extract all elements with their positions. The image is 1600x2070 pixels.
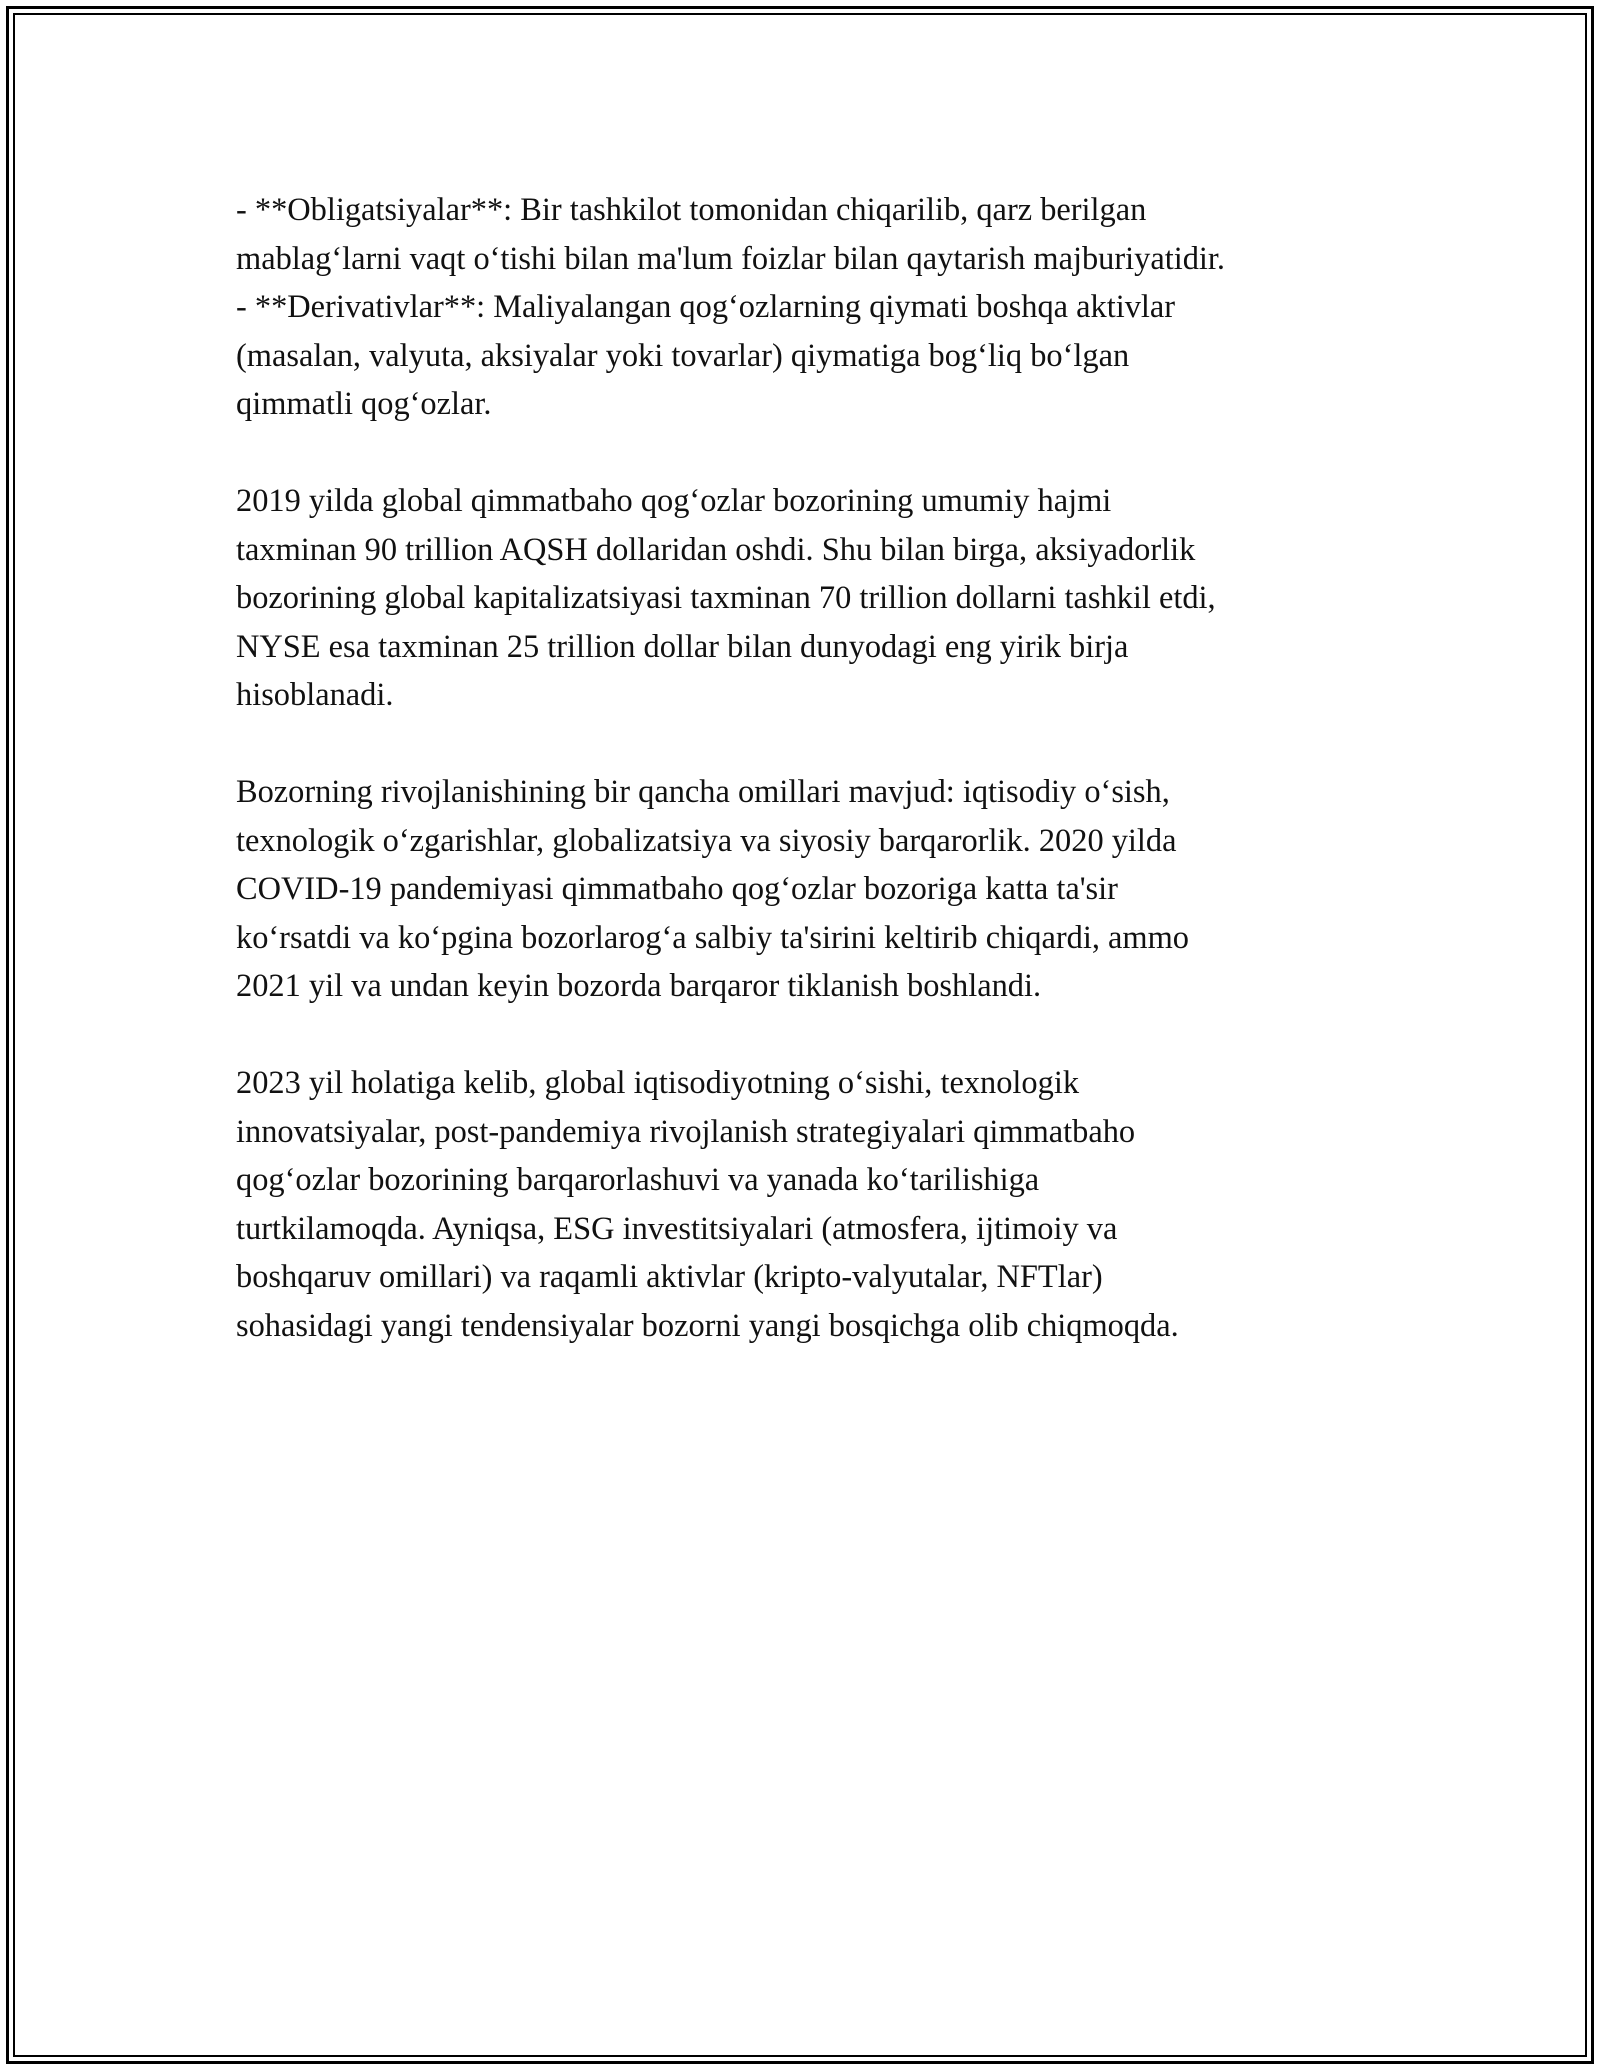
paragraph-outlook-2023 bbox=[236, 1059, 1376, 1350]
text-line: - **Obligatsiyalar**: Bir tashkilot tomonidan chiqarilib, qarz berilgan bbox=[236, 192, 1147, 228]
text-line: 2023 yil holatiga kelib, global iqtisodiyotning o‘sishi, texnologik bbox=[236, 1065, 1080, 1101]
text-line: Bozorning rivojlanishining bir qancha omillari mavjud: iqtisodiy o‘sish, bbox=[236, 774, 1170, 810]
text-line: qog‘ozlar bozorining barqarorlashuvi va yanada ko‘tarilishiga bbox=[236, 1162, 1040, 1198]
text-line: texnologik o‘zgarishlar, globalizatsiya va siyosiy barqarorlik. 2020 yilda bbox=[236, 822, 1177, 859]
text-line: 2021 yil va undan keyin bozorda barqaror tiklanish boshlandi. bbox=[236, 968, 1042, 1004]
text-line: (masalan, valyuta, aksiyalar yoki tovarlar) qiymatiga bog‘liq bo‘lgan bbox=[236, 337, 1130, 374]
text-line: NYSE esa taxminan 25 trillion dollar bilan dunyodagi eng yirik birja bbox=[236, 628, 1129, 665]
document-body bbox=[236, 186, 1376, 1350]
text-line: bozorining global kapitalizatsiyasi taxminan 70 trillion dollarni tashkil etdi, bbox=[236, 580, 1216, 616]
text-line: hisoblanadi. bbox=[236, 677, 394, 713]
paragraph-spacer bbox=[236, 1011, 1376, 1060]
text-line: ko‘rsatdi va ko‘pgina bozorlarog‘a salbiy ta'sirini keltirib chiqardi, ammo bbox=[236, 919, 1189, 956]
bullet-obligatsiyalar bbox=[236, 186, 1376, 283]
text-line: boshqaruv omillari) va raqamli aktivlar (kripto-valyutalar, NFTlar) bbox=[236, 1259, 1103, 1295]
text-line: turtkilamoqda. Ayniqsa, ESG investitsiyalari (atmosfera, ijtimoiy va bbox=[236, 1210, 1118, 1247]
text-line: sohasidagi yangi tendensiyalar bozorni yangi bosqichga olib chiqmoqda. bbox=[236, 1307, 1179, 1344]
text-line: innovatsiyalar, post-pandemiya rivojlanish strategiyalari qimmatbaho bbox=[236, 1113, 1136, 1150]
text-line: mablag‘larni vaqt o‘tishi bilan ma'lum foizlar bilan qaytarish majburiyatidir. bbox=[236, 240, 1225, 277]
bullet-derivativlar bbox=[236, 283, 1376, 429]
text-line: - **Derivativlar**: Maliyalangan qog‘ozlarning qiymati boshqa aktivlar bbox=[236, 289, 1176, 325]
text-line: qimmatli qog‘ozlar. bbox=[236, 386, 492, 422]
paragraph-spacer bbox=[236, 429, 1376, 478]
paragraph-development-factors bbox=[236, 768, 1376, 1011]
text-line: 2019 yilda global qimmatbaho qog‘ozlar bozorining umumiy hajmi bbox=[236, 483, 1112, 519]
paragraph-spacer bbox=[236, 720, 1376, 769]
text-line: COVID-19 pandemiyasi qimmatbaho qog‘ozlar bozoriga katta ta'sir bbox=[236, 871, 1118, 907]
text-line: taxminan 90 trillion AQSH dollaridan oshdi. Shu bilan birga, aksiyadorlik bbox=[236, 531, 1196, 568]
paragraph-market-size-2019 bbox=[236, 477, 1376, 720]
